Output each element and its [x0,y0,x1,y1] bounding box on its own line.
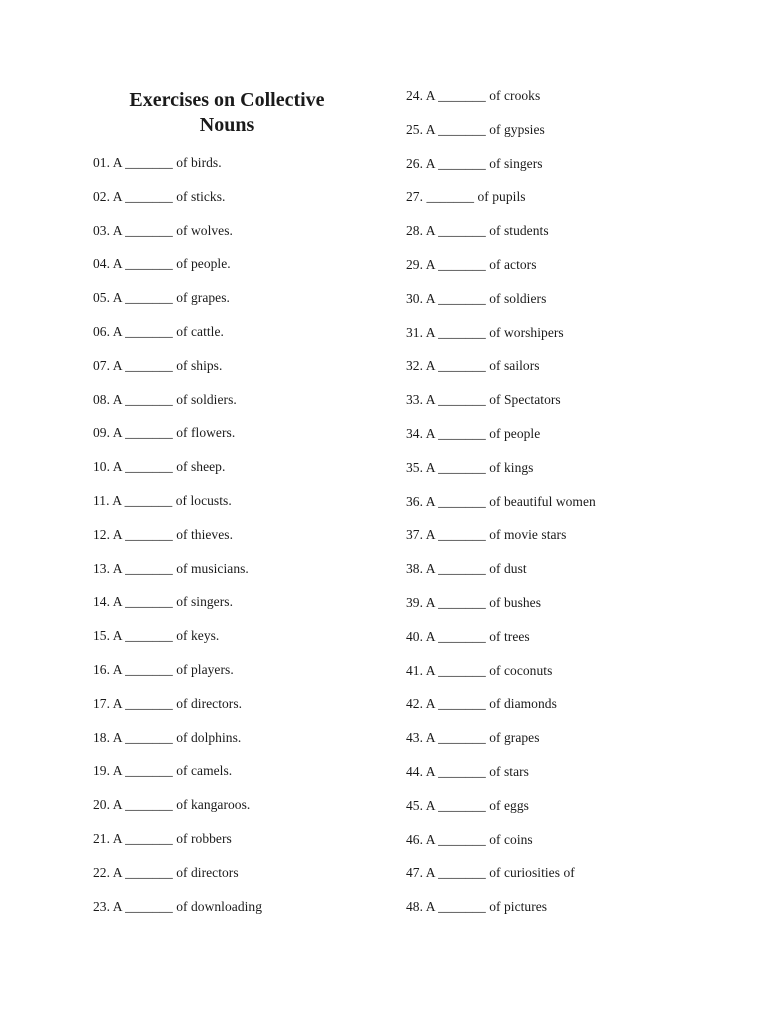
exercise-item: 33. A _______ of Spectators [406,392,561,408]
exercise-item: 27. _______ of pupils [406,189,526,205]
exercise-item: 01. A _______ of birds. [93,155,222,170]
exercise-item: 48. A _______ of pictures [406,899,548,915]
exercise-item: 11. A _______ of locusts. [93,492,232,508]
exercise-item: 22. A _______ of directors [93,864,239,880]
exercise-item: 15. A _______ of keys. [93,628,220,644]
exercise-item: 43. A _______ of grapes [406,730,540,746]
exercise-item: 05. A _______ of grapes. [93,290,230,306]
exercise-item: 40. A _______ of trees [406,628,530,644]
exercise-item: 23. A _______ of downloading [93,898,263,914]
exercise-item: 06. A _______ of cattle. [93,323,224,339]
exercise-item: 37. A _______ of movie stars [406,527,567,543]
exercise-item: 35. A _______ of kings [406,459,534,475]
exercise-item: 03. A _______ of wolves. [93,222,233,238]
exercise-item: 21. A _______ of robbers [93,830,232,846]
exercise-item: 42. A _______ of diamonds [406,696,557,712]
exercise-item: 47. A _______ of curiosities of [406,865,575,881]
exercise-item: 10. A _______ of sheep. [93,459,226,475]
exercise-item: 08. A _______ of soldiers. [93,391,237,407]
exercise-item: 26. A _______ of singers [406,155,543,171]
exercise-item: 07. A _______ of ships. [93,357,223,373]
exercise-item: 09. A _______ of flowers. [93,425,236,441]
page-title [96,88,358,138]
exercise-item: 32. A _______ of sailors [406,358,540,374]
exercise-item: 45. A _______ of eggs [406,797,529,813]
exercise-item: 19. A _______ of camels. [93,763,233,779]
exercise-item: 30. A _______ of soldiers [406,290,547,306]
exercise-list-left [93,154,383,931]
exercise-item: 14. A _______ of singers. [93,594,234,610]
exercise-item: 41. A _______ of coconuts [406,662,553,678]
exercise-item: 31. A _______ of worshipers [406,324,564,340]
exercise-item: 28. A _______ of students [406,223,549,239]
exercise-item: 12. A _______ of thieves. [93,526,233,542]
exercise-item: 39. A _______ of bushes [406,594,542,610]
exercise-item: 18. A _______ of dolphins. [93,729,242,745]
exercise-item: 04. A _______ of people. [93,256,231,272]
exercise-item: 38. A _______ of dust [406,561,527,577]
exercise-item: 44. A _______ of stars [406,763,529,779]
exercise-list-right [406,87,746,932]
exercise-item: 16. A _______ of players. [93,661,234,677]
exercise-item: 46. A _______ of coins [406,831,533,847]
exercise-item: 20. A _______ of kangaroos. [93,797,251,813]
exercise-item: 24. A _______ of crooks [406,88,541,103]
title-line-1: Exercises on Collective [129,89,325,111]
exercise-item: 02. A _______ of sticks. [93,188,226,204]
exercise-item: 13. A _______ of musicians. [93,560,249,576]
exercise-item: 29. A _______ of actors [406,256,537,272]
title-line-2: Nouns [199,114,255,136]
exercise-item: 36. A _______ of beautiful women [406,493,596,509]
exercise-item: 25. A _______ of gypsies [406,121,545,137]
exercise-item: 34. A _______ of people [406,425,541,441]
exercise-item: 17. A _______ of directors. [93,695,243,711]
